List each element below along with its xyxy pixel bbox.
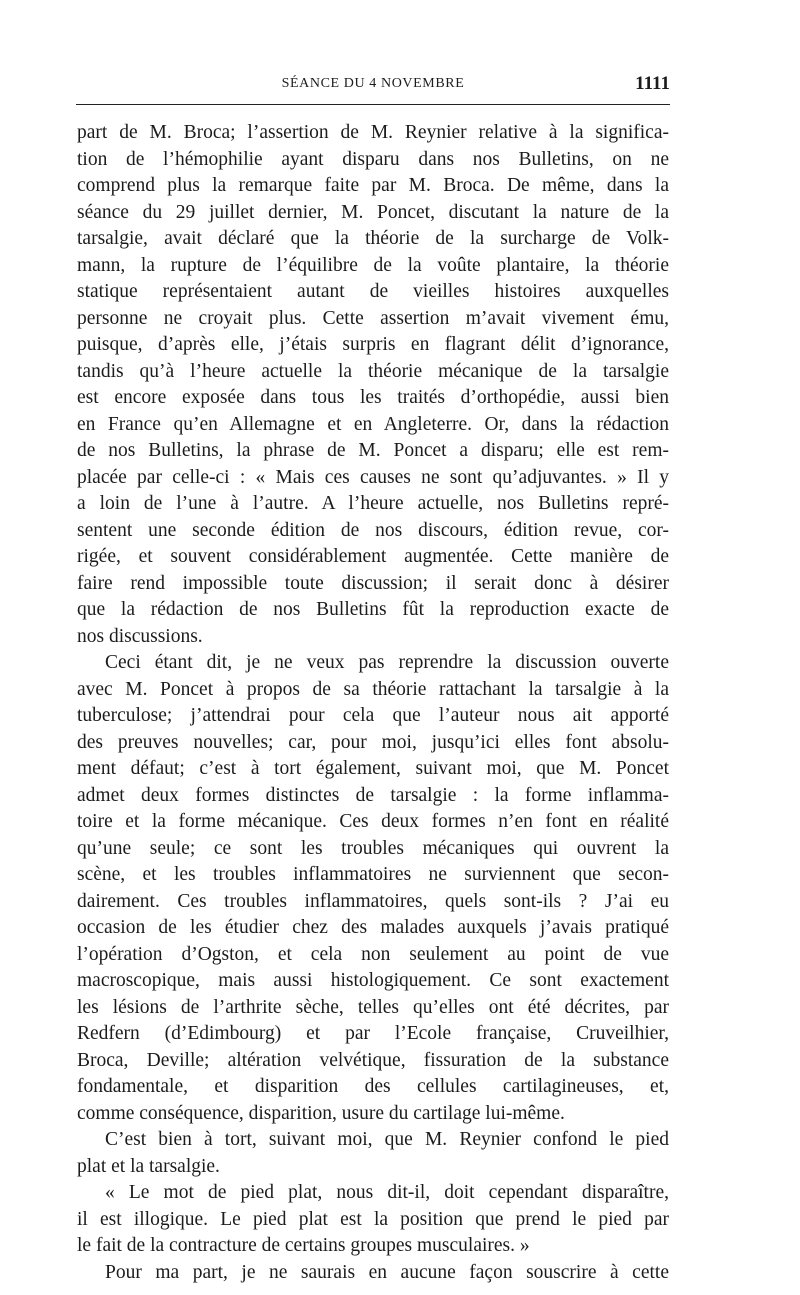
text-line: tandis qu’à l’heure actuelle la théorie mécanique de la tarsalgie	[77, 360, 669, 382]
page-number: 1111	[635, 73, 670, 94]
running-title: SÉANCE DU 4 NOVEMBRE	[281, 76, 465, 91]
text-line: admet deux formes distinctes de tarsalgie : la forme inflamma-	[77, 784, 669, 806]
paragraph	[77, 1180, 669, 1260]
body-text	[77, 120, 669, 1286]
text-line: C’est bien à tort, suivant moi, que M. Reynier confond le pied	[105, 1129, 669, 1150]
text-line: dairement. Ces troubles inflammatoires, quels sont-ils ? J’ai eu	[77, 890, 669, 912]
text-line: ment défaut; c’est à tort également, suivant moi, que M. Poncet	[77, 758, 669, 779]
text-line: séance du 29 juillet dernier, M. Poncet, discutant la nature de la	[77, 201, 669, 223]
text-line: faire rend impossible toute discussion; il serait donc à désirer	[77, 572, 669, 594]
paragraph	[77, 120, 669, 650]
text-line: occasion de les étudier chez des malades auxquels j’avais pratiqué	[77, 917, 669, 938]
text-line: part de M. Broca; l’assertion de M. Reynier relative à la significa-	[77, 122, 669, 143]
text-line: il est illogique. Le pied plat est la position que prend le pied par	[77, 1208, 669, 1230]
paragraph	[77, 1260, 669, 1287]
text-line: de nos Bulletins, la phrase de M. Poncet a disparu; elle est rem-	[77, 440, 669, 461]
text-line: est encore exposée dans tous les traités d’orthopédie, aussi bien	[77, 387, 669, 408]
text-line: Redfern (d’Edimbourg) et par l’Ecole française, Cruveilhier,	[77, 1023, 669, 1044]
text-line: l’opération d’Ogston, et cela non seulement au point de vue	[77, 943, 669, 965]
text-line: statique représentaient autant de vieilles histoires auxquelles	[77, 281, 669, 302]
header-rule	[76, 104, 670, 105]
text-line: Broca, Deville; altération velvétique, fissuration de la substance	[77, 1049, 669, 1071]
text-line: Ceci étant dit, je ne veux pas reprendre la discussion ouverte	[105, 652, 669, 673]
text-line: puisque, d’après elle, j’étais surpris en flagrant délit d’ignorance,	[77, 334, 669, 355]
text-line: tuberculose; j’attendrai pour cela que l’auteur nous ait apporté	[77, 705, 669, 726]
text-line: rigée, et souvent considérablement augmentée. Cette manière de	[77, 546, 669, 567]
text-line: nos discussions.	[77, 625, 203, 647]
text-line: sentent une seconde édition de nos discours, édition revue, cor-	[77, 519, 669, 541]
text-line: avec M. Poncet à propos de sa théorie rattachant la tarsalgie à la	[77, 678, 669, 700]
text-line: en France qu’en Allemagne et en Angleterre. Or, dans la rédaction	[77, 413, 669, 435]
running-header	[76, 74, 670, 96]
text-line: « Le mot de pied plat, nous dit-il, doit cependant disparaître,	[105, 1182, 669, 1203]
text-line: macroscopique, mais aussi histologiquement. Ce sont exactement	[77, 970, 669, 991]
text-line: des preuves nouvelles; car, pour moi, jusqu’ici elles font absolu-	[77, 731, 669, 753]
text-line: que la rédaction de nos Bulletins fût la reproduction exacte de	[77, 599, 669, 620]
text-line: le fait de la contracture de certains groupes musculaires. »	[77, 1235, 530, 1256]
text-line: placée par celle-ci : « Mais ces causes ne sont qu’adjuvantes. » Il y	[77, 466, 669, 488]
text-line: les lésions de l’arthrite sèche, telles qu’elles ont été décrites, par	[77, 996, 669, 1018]
text-line: Pour ma part, je ne saurais en aucune façon souscrire à cette	[105, 1261, 669, 1283]
text-line: personne ne croyait plus. Cette assertion m’avait vivement ému,	[77, 307, 669, 329]
paragraph	[77, 1127, 669, 1180]
text-line: qu’une seule; ce sont les troubles mécaniques qui ouvrent la	[77, 837, 669, 859]
text-line: mann, la rupture de l’équilibre de la voûte plantaire, la théorie	[77, 254, 669, 276]
text-line: tion de l’hémophilie ayant disparu dans nos Bulletins, on ne	[77, 148, 669, 170]
text-line: a loin de l’une à l’autre. A l’heure actuelle, nos Bulletins repré-	[77, 493, 669, 514]
text-line: tarsalgie, avait déclaré que la théorie de la surcharge de Volk-	[77, 228, 669, 249]
paragraph	[77, 650, 669, 1127]
text-line: plat et la tarsalgie.	[77, 1155, 220, 1177]
text-line: scène, et les troubles inflammatoires ne surviennent que secon-	[77, 864, 669, 885]
text-line: comme conséquence, disparition, usure du cartilage lui-même.	[77, 1102, 565, 1124]
text-line: toire et la forme mécanique. Ces deux formes n’en font en réalité	[77, 811, 669, 832]
text-line: comprend plus la remarque faite par M. Broca. De même, dans la	[77, 175, 669, 196]
text-line: fondamentale, et disparition des cellules cartilagineuses, et,	[77, 1076, 669, 1097]
